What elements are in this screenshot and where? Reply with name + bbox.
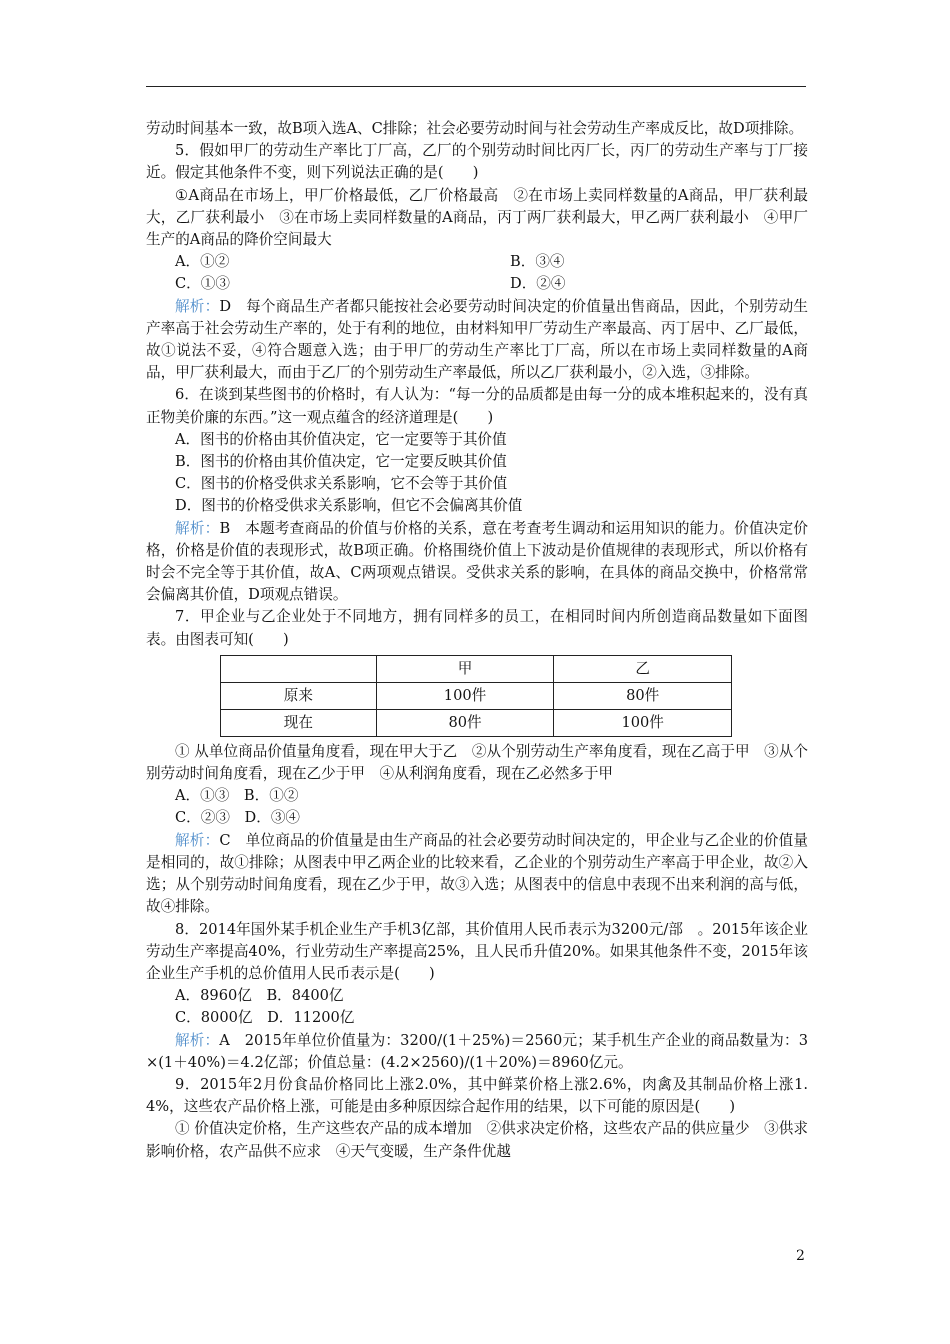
question-7-analysis [146,830,808,919]
analysis-label: 解析： [175,297,220,315]
option-d: D．②④ [510,275,566,293]
question-5-analysis [146,296,808,385]
question-6: 6．在谈到某些图书的价格时，有人认为：“每一分的品质都是由每一分的成本堆积起来的，没有真正物美价廉的东西。”这一观点蕴含的经济道理是( ) [146,386,808,426]
analysis-text: C 单位商品的价值量是由生产商品的社会必要劳动时间决定的，甲企业与乙企业的价值量是相同的，故①排除；从图表中甲乙两企业的比较来看，乙企业的个别劳动生产率高于甲企业，故②入选；从个别劳动时间角度看，现在乙少于甲，故③入选；从图表中的信息中表现不出来利润的高与低，故④排除。 [146,831,808,916]
question-5-options-row-1 [146,251,808,273]
analysis-text: B 本题考查商品的价值与价格的关系，意在考查考生调动和运用知识的能力。价值决定价格，价格是价值的表现形式，故B项正确。价格围绕价值上下波动是价值规律的表现形式，所以价格有时会不完全等于其价值，故A、C两项观点错误。受供求关系的影响，在具体的商品交换中，价格常常会偏离其价值，D项观点错误。 [146,519,808,604]
table-cell: 现在 [221,709,377,736]
analysis-label: 解析： [175,1031,220,1049]
question-7: 7．甲企业与乙企业处于不同地方，拥有同样多的员工，在相同时间内所创造商品数量如下面图表。由图表可知( ) [146,608,808,648]
question-8-analysis [146,1030,808,1074]
question-6-analysis [146,518,808,607]
page-number: 2 [796,1248,805,1264]
question-9-statements: ① 价值决定价格，生产这些农产品的成本增加 ②供求决定价格，这些农产品的供应量少 ③供求影响价格，农产品供不应求 ④天气变暖，生产条件优越 [146,1120,808,1160]
analysis-text: A 2015年单位价值量为：3200/(1＋25%)＝2560元；某手机生产企业的商品数量为：3×(1＋40%)＝4.2亿部；价值总量：(4.2×2560)/(1＋20%)＝8960亿元。 [146,1031,808,1071]
table-cell [221,655,377,682]
page-content [146,118,808,1163]
analysis-text: D 每个商品生产者都只能按社会必要劳动时间决定的价值量出售商品，因此，个别劳动生产率高于社会劳动生产率的，处于有利的地位，由材料知甲厂劳动生产率最高、丙丁居中、乙厂最低，故①说法不妥，④符合题意入选；由于甲厂的劳动生产率比丁厂高，所以在市场上卖同样数量的A商品，甲厂获利最大，而由于乙厂的个别劳动生产率最低，所以乙厂获利最小，②入选，③排除。 [146,297,808,382]
question-8: 8．2014年国外某手机企业生产手机3亿部，其价值用人民币表示为3200元/部 。2015年该企业劳动生产率提高40%，行业劳动生产率提高25%，且人民币升值20%。如果其他条件不变，2015年该企业生产手机的总价值用人民币表示是( ) [146,920,808,982]
question-7-statements: ① 从单位商品价值量角度看，现在甲大于乙 ②从个别劳动生产率角度看，现在乙高于甲 ③从个别劳动时间角度看，现在乙少于甲 ④从利润角度看，现在乙必然多于甲 [146,742,808,783]
text-line: 劳动时间基本一致，故B项入选A、C排除；社会必要劳动时间与社会劳动生产率成反比，故D项排除。 [146,120,804,137]
question-7-options-ab: A．①③ B．①② [175,787,299,805]
option-c: C．①③ [175,275,230,293]
table-cell: 80件 [554,682,732,709]
table-header-jia: 甲 [376,655,554,682]
table-header-yi: 乙 [554,655,732,682]
header-rule [146,86,806,87]
question-5-options-row-2 [146,273,808,295]
option-b: B．图书的价格由其价值决定，它一定要反映其价值 [175,453,507,471]
question-5: 5．假如甲厂的劳动生产率比丁厂高，乙厂的个别劳动时间比丙厂长，丙厂的劳动生产率与丁厂接近。假定其他条件不变，则下列说法正确的是( ) [146,142,808,182]
question-8-options-ab: A．8960亿 B．8400亿 [175,987,344,1005]
option-a: A．①② [175,253,230,271]
option-a: A．图书的价格由其价值决定，它一定要等于其价值 [175,430,507,448]
option-d: D．图书的价格受供求关系影响，但它不会偏离其价值 [175,497,523,515]
table-row [221,709,732,736]
question-7-options-cd: C．②③ D．③④ [175,809,301,827]
question-8-options-cd: C．8000亿 D．11200亿 [175,1009,355,1027]
option-c: C．图书的价格受供求关系影响，它不会等于其价值 [175,475,508,493]
analysis-label: 解析： [175,519,220,537]
table-row [221,682,732,709]
option-b: B．③④ [510,253,565,271]
question-5-statements: ①A商品在市场上，甲厂价格最低，乙厂价格最高 ②在市场上卖同样数量的A商品，甲厂获利最大，乙厂获利最小 ③在市场上卖同样数量的A商品，丙丁两厂获利最大，甲乙两厂获利最小 ④甲厂生产的A商品的降价空间最大 [146,186,808,249]
analysis-label: 解析： [175,831,220,849]
question-9: 9．2015年2月份食品价格同比上涨2.0%，其中鲜菜价格上涨2.6%，肉禽及其制品价格上涨1.4%，这些农产品价格上涨，可能是由多种原因综合起作用的结果，以下可能的原因是( ) [146,1075,808,1116]
table-header-row [221,655,732,682]
table-cell: 80件 [376,709,554,736]
table-cell: 原来 [221,682,377,709]
table-cell: 100件 [554,709,732,736]
table-cell: 100件 [376,682,554,709]
production-table [220,655,732,737]
